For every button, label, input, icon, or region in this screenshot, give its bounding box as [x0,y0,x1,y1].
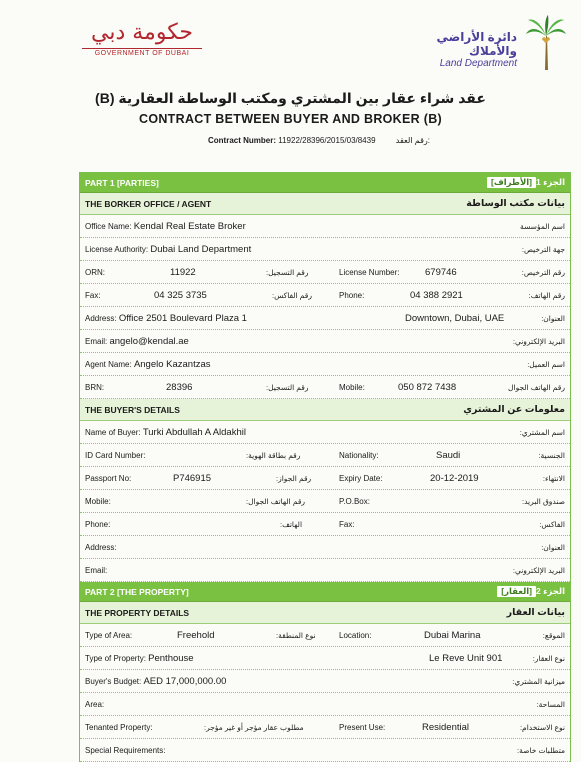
land-department-logo: دائرة الأراضي والأملاك Land Department [397,14,567,74]
broker-section-header: THE BORKER OFFICE / AGENT بيانات مكتب الوساطة [80,193,570,215]
orn-license-row: ORN: 11922 رقم التسجيل: License Number: 679746 رقم الترخيص: [80,261,570,284]
office-name-value: Kendal Real Estate Broker [133,220,246,232]
broker-email-row: Email: angelo@kendal.ae البريد الإلكتروني: [80,330,570,353]
document-header [0,0,581,150]
contract-number: Contract Number: 11922/28396/2015/03/8439 رقم العقد: [208,136,430,145]
license-authority-row: License Authority: Dubai Land Department جهة الترخيص: [80,238,570,261]
buyer-budget-row: Buyer's Budget: AED 17,000,000.00 ميزانية المشتري: [80,670,570,693]
brn-mobile-row: BRN: 28396 رقم التسجيل: Mobile: 050 872 7438 رقم الهاتف الجوال [80,376,570,399]
property-section-header: THE PROPERTY DETAILS بيانات العقار [80,602,570,624]
buyer-address-row: Address: العنوان: [80,536,570,559]
area-row: Area: المساحة: [80,693,570,716]
agent-name-row: Agent Name: Angelo Kazantzas اسم العميل: [80,353,570,376]
buyer-name-row: Name of Buyer: Turki Abdullah A Aldakhil اسم المشتري: [80,421,570,444]
buyer-mobile-pobox-row: Mobile: رقم الهاتف الجوال: P.O.Box: صندوق البريد: [80,490,570,513]
broker-office-row: Office Name: Kendal Real Estate Broker اسم المؤسسة [80,215,570,238]
buyer-phone-fax-row: Phone: الهاتف: Fax: الفاكس: [80,513,570,536]
part-2-header: PART 2 [THE PROPERTY] الجزء 2 [العقار] [80,582,570,602]
fax-phone-row: Fax: 04 325 3735 رقم الفاكس: Phone: 04 388 2921 رقم الهاتف: [80,284,570,307]
special-requirements-row: Special Requirements: متطلبات خاصة: [80,739,570,762]
buyer-section-header: THE BUYER'S DETAILS معلومات عن المشتري [80,399,570,421]
government-of-dubai-logo: حكومة دبي GOVERNMENT OF DUBAI [82,18,202,57]
tenanted-use-row: Tenanted Property: مطلوب عقار مؤجر أو غير مؤجر: Present Use: Residential نوع الاستخدام: [80,716,570,739]
orn-value: 11922 [170,266,196,278]
contract-title: CONTRACT BETWEEN BUYER AND BROKER (B) [139,112,442,126]
license-number-value: 679746 [425,266,457,278]
area-location-row: Type of Area: Freehold نوع المنطقة: Location: Dubai Marina الموقع: [80,624,570,647]
broker-address-row: Address: Office 2501 Boulevard Plaza 1 Downtown, Dubai, UAE العنوان: [80,307,570,330]
buyer-email-row: Email: البريد الإلكتروني: [80,559,570,582]
contract-title-arabic: عقد شراء عقار بين المشتري ومكتب الوساطة العقارية (B) [95,90,486,106]
id-nationality-row: ID Card Number: رقم بطاقة الهوية: Nationality: Saudi الجنسية: [80,444,570,467]
passport-expiry-row: Passport No: P746915 رقم الجواز: Expiry Date: 20-12-2019 الانتهاء: [80,467,570,490]
contract-form [79,172,571,762]
palm-tree-icon [525,14,567,72]
part-1-header: PART 1 [PARTIES] الجزء 1 [الأطراف] [80,173,570,193]
property-type-row: Type of Property: Penthouse Le Reve Unit 901 نوع العقار: [80,647,570,670]
